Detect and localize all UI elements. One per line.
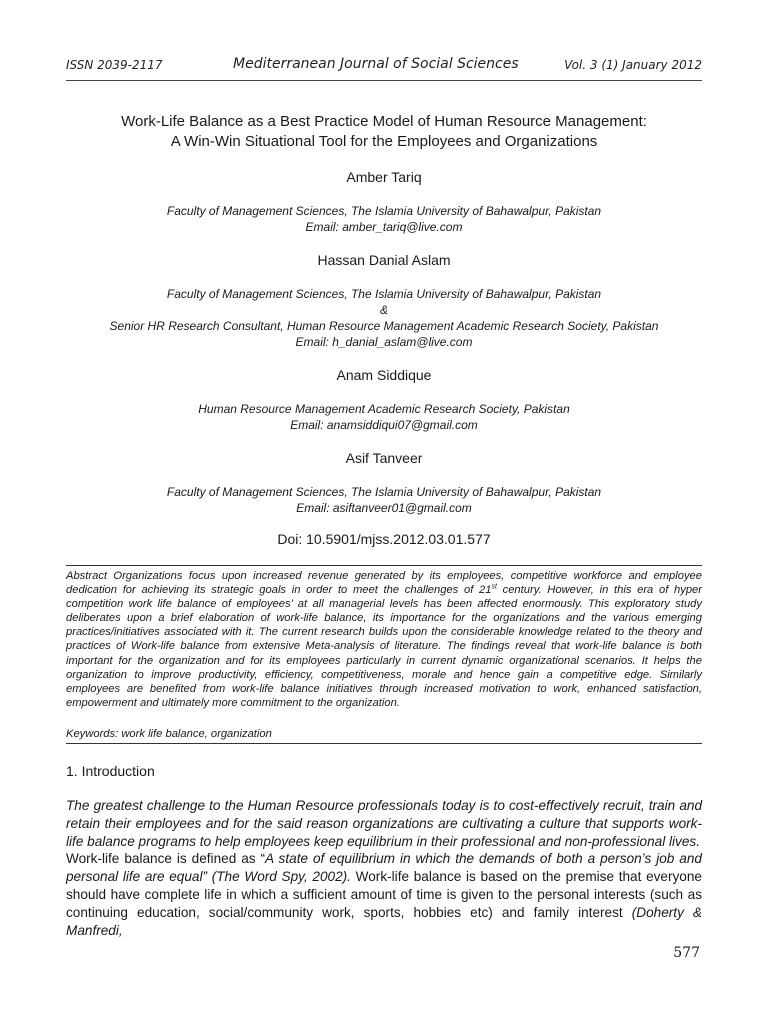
abstract-top-rule [66,565,702,566]
author-name: Amber Tariq [346,169,422,185]
abstract-text-2: century. However, in this era of hyper competition work life balance of employees’ at all managerial levels has been affected enormously. This exploratory study deliberates upon a brief elaboration of work-life balance, its importance for the organizations and the various emerging practices/initiatives associated with it. The current research builds upon the considerable knowledge related to the theory and practices of Work-life balance from extensive Meta-analysis of literature. The findings reveal that work-life balance is both important for the organization and for its employees particularly in current dynamic organizational scenarios. It helps the organization to improve productivity, efficiency, competitiveness, morale and hence gain a competitive edge. Similarly employees are benefited from work-life balance initiatives through increased motivation to work, enhanced satisfaction, empowerment and ultimately more commitment to the organization. [66,584,702,709]
author-email: Email: amber_tariq@live.com [305,220,463,234]
author-email: Email: h_danial_aslam@live.com [295,335,473,349]
page-number: 577 [673,945,700,961]
issn: ISSN 2039-2117 [66,58,163,72]
title-line-1: Work-Life Balance as a Best Practice Model of Human Resource Management: [121,113,647,130]
author-email: Email: anamsiddiqui07@gmail.com [290,418,478,432]
paper-title [66,112,702,152]
author-affiliation [66,401,702,433]
section-heading: 1. Introduction [66,763,155,779]
abstract-superscript: st [491,583,497,591]
affiliation-conjunction: & [379,303,388,317]
author-name: Anam Siddique [336,367,432,383]
para2-quote: A state of equilibrium in which the demands of both a person’s job and personal life are equal” (The Word Spy, 2002). [66,851,702,885]
para2-text-c: Work-life balance is based on the premise that everyone should have complete life in which a sufficient amount of time is given to the personal interests (such as continuing education, social/community work, sports, hobbies etc) and family interest [66,869,702,920]
abstract-text-1: Abstract Organizations focus upon increased revenue generated by its employees, competitive workforce and employee dedication for achieving its strategic goals in order to meet the challenges of 21 [66,570,702,597]
para2-text-a: Work-life balance is defined as “ [66,851,266,867]
intro-paragraph-2 [66,850,702,939]
author-affiliation [66,286,702,350]
intro-paragraph-1: The greatest challenge to the Human Resource professionals today is to cost-effectively recruit, train and retain their employees and for the said reason organizations are cultivating a culture that supports work-life balance programs to help employees keep equilibrium in their professional and non-professional lives. [66,798,702,849]
affiliation-text: Faculty of Management Sciences, The Islamia University of Bahawalpur, Pakistan [166,287,602,301]
para2-citation: (Doherty & Manfredi, [66,904,702,938]
journal-name: Mediterranean Journal of Social Sciences [233,56,519,72]
author-name: Asif Tanveer [345,450,423,466]
affiliation-text: Faculty of Management Sciences, The Islamia University of Bahawalpur, Pakistan [166,204,602,218]
doi: Doi: 10.5901/mjss.2012.03.01.577 [277,531,491,547]
abstract [66,569,702,710]
title-line-2: A Win-Win Situational Tool for the Employees and Organizations [170,133,598,150]
affiliation-text: Human Resource Management Academic Research Society, Pakistan [198,402,570,416]
running-header [66,56,702,76]
keywords: Keywords: work life balance, organization [66,728,272,740]
author-affiliation [66,203,702,235]
author-affiliation [66,484,702,516]
keywords-bottom-rule [66,743,702,744]
header-divider [66,80,702,81]
volume-info: Vol. 3 (1) January 2012 [564,58,702,72]
affiliation-text: Faculty of Management Sciences, The Islamia University of Bahawalpur, Pakistan [166,485,602,499]
introduction-body [66,797,702,939]
author-email: Email: asiftanveer01@gmail.com [296,501,472,515]
affiliation-text-2: Senior HR Research Consultant, Human Resource Management Academic Research Society, Pakistan [109,319,659,333]
author-name: Hassan Danial Aslam [317,252,451,268]
